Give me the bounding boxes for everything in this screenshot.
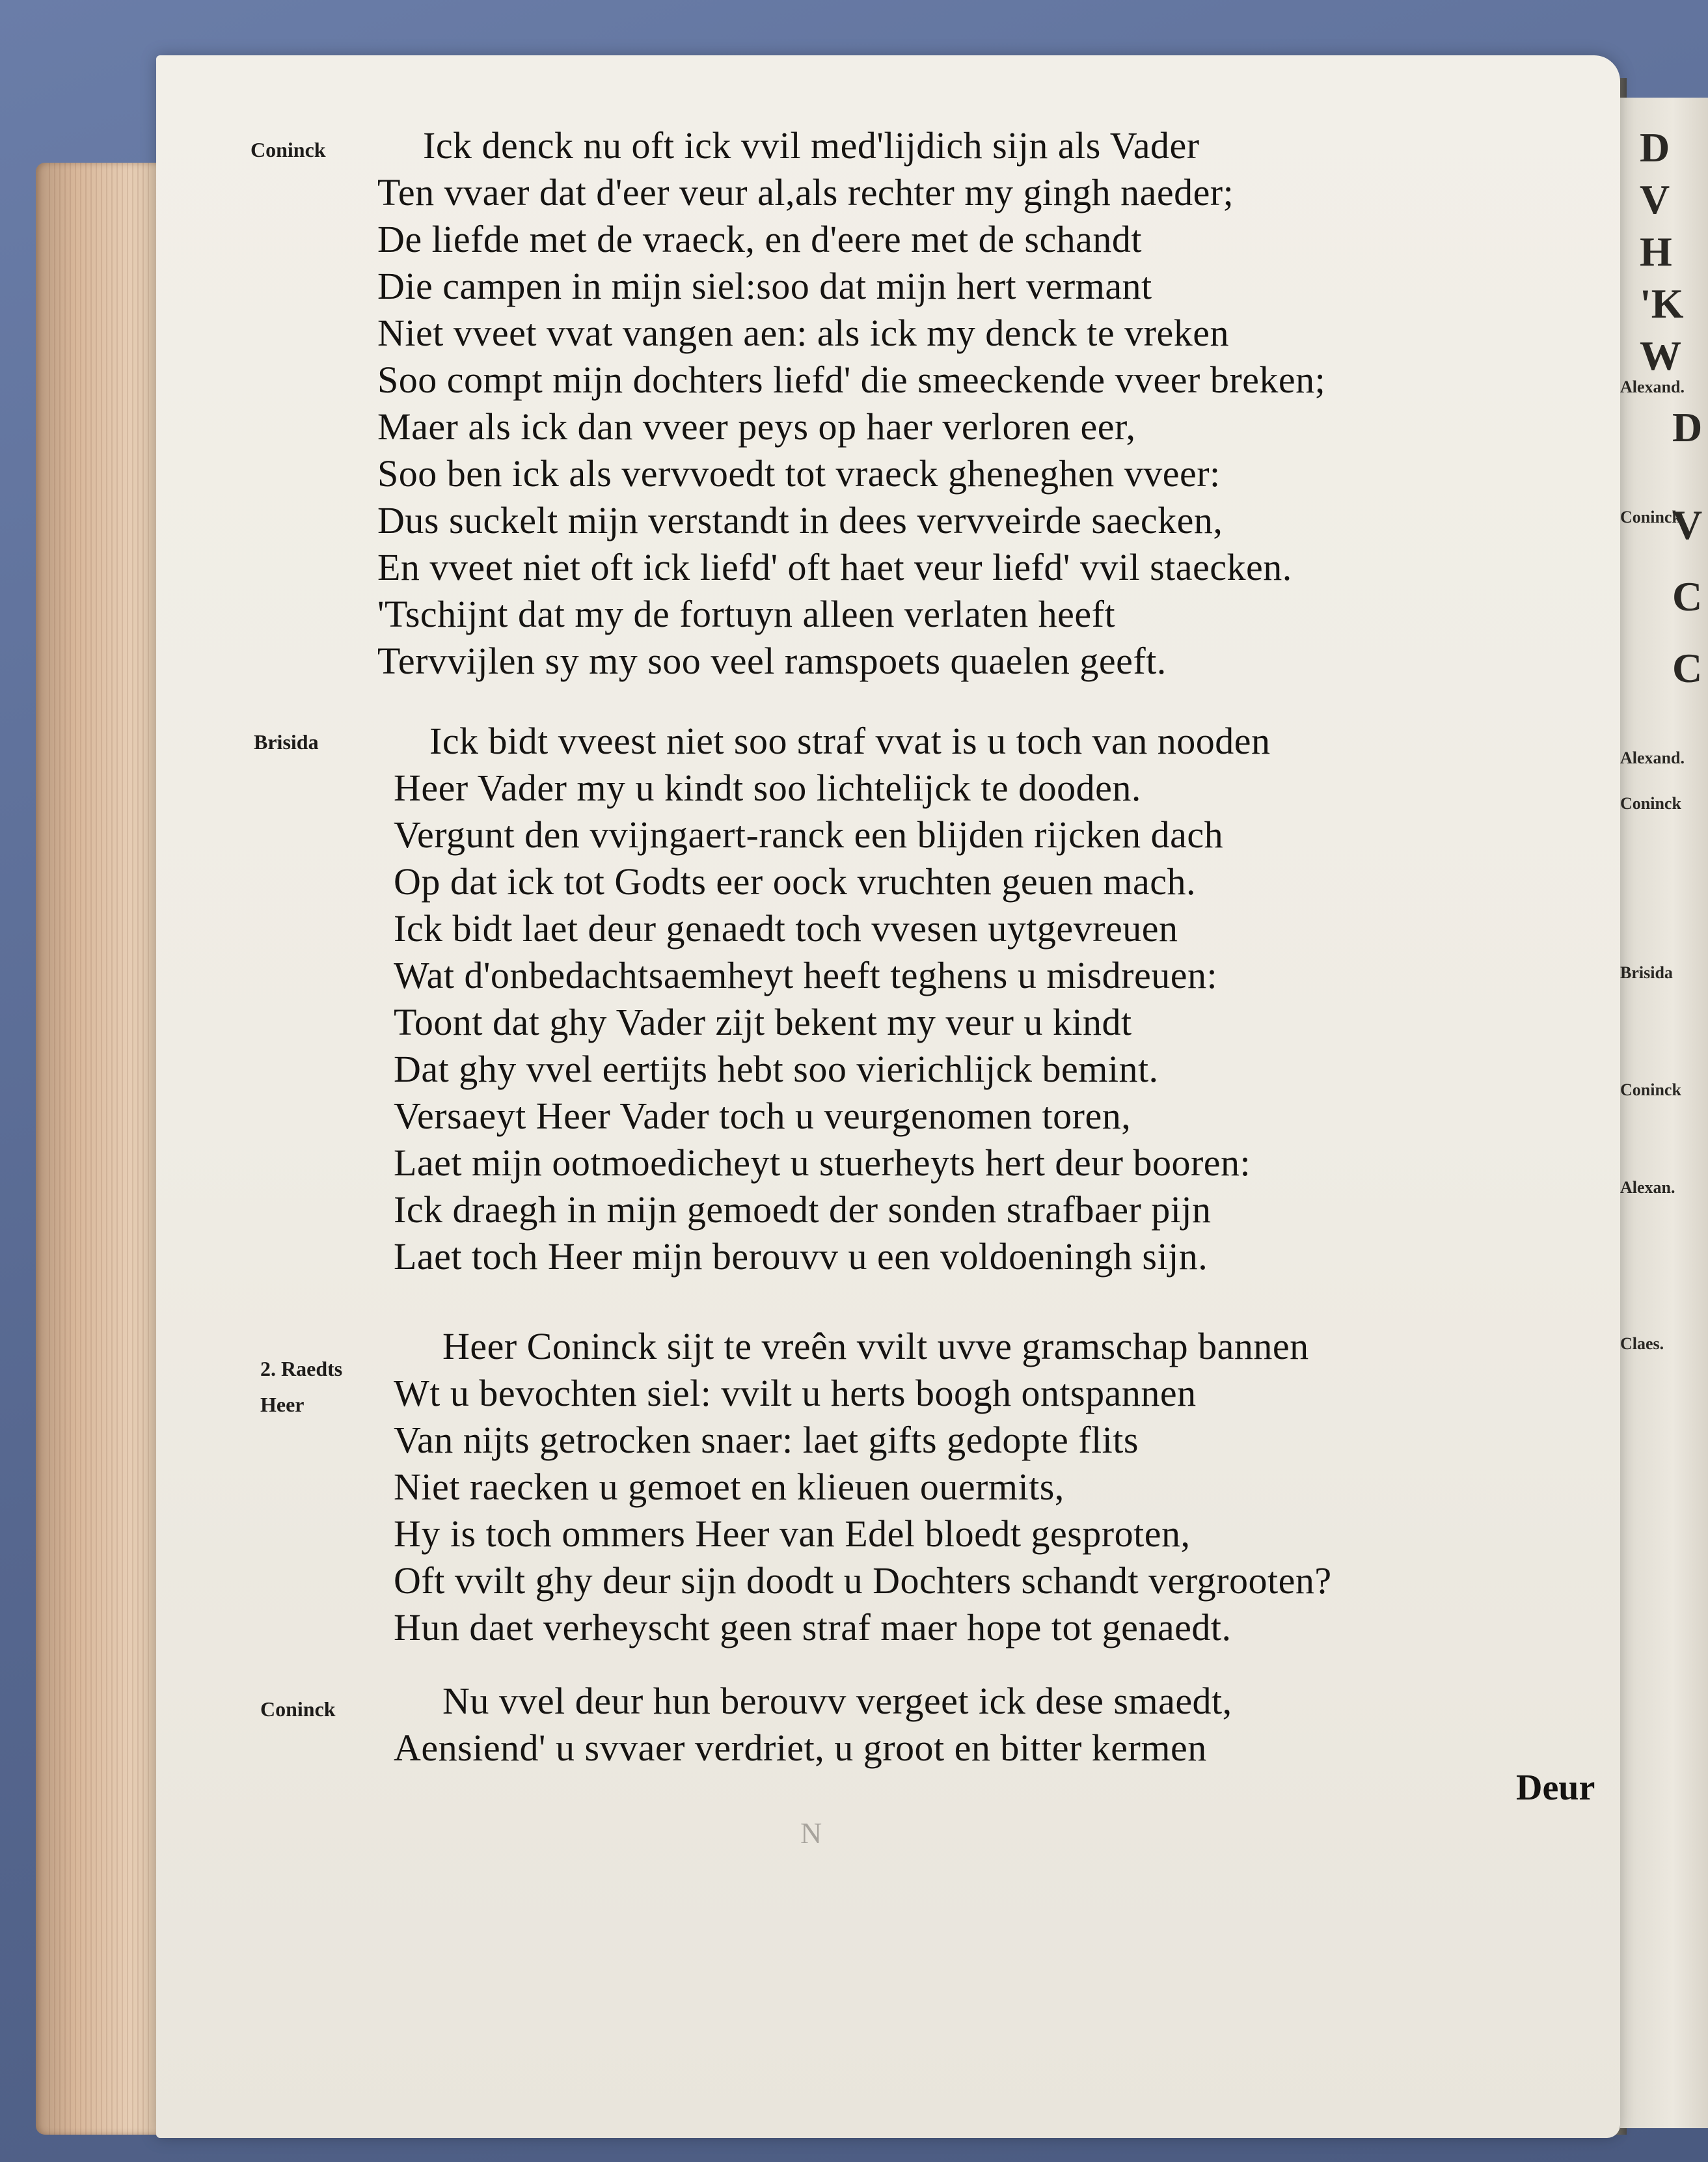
catchword: Deur [1516, 1768, 1595, 1808]
next-page-margin-label: Alexand. [1620, 748, 1685, 767]
verse-line: 'Tschijnt dat my de fortuyn alleen verlaten heeft [377, 593, 1116, 635]
next-page-margin-label: Alexand. [1620, 377, 1685, 396]
verse-line: De liefde met de vraeck, en d'eere met de schandt [377, 218, 1143, 260]
next-page-text: 'K [1640, 281, 1684, 327]
next-page-margin-label: Coninck [1620, 1080, 1681, 1099]
verse-line: Wat d'onbedachtsaemheyt heeft teghens u misdreuen: [394, 954, 1218, 996]
next-page-margin-label: Coninck [1620, 508, 1681, 527]
verse-line: Tervvijlen sy my soo veel ramspoets quaelen geeft. [377, 640, 1167, 682]
verse-line: Wt u bevochten siel: vvilt u herts boogh ontspannen [394, 1372, 1197, 1414]
next-page-text: D [1640, 124, 1670, 171]
book-page-edges [36, 163, 169, 2135]
next-page-text: V [1672, 502, 1703, 548]
verse-line: Heer Coninck sijt te vreên vvilt uvve gramschap bannen [442, 1325, 1309, 1367]
verse-line: Ick bidt vveest niet soo straf vvat is u toch van nooden [429, 720, 1271, 762]
verse-line: Laet mijn ootmoedicheyt u stuerheyts hert deur booren: [394, 1142, 1251, 1184]
verse-line: Aensiend' u svvaer verdriet, u groot en bitter kermen [394, 1727, 1207, 1769]
verse-line: Dat ghy vvel eertijts hebt soo vierichlijck bemint. [394, 1048, 1159, 1090]
next-page-margin-label: Alexan. [1620, 1178, 1675, 1197]
next-page-text: C [1672, 573, 1703, 620]
verse-line: Heer Vader my u kindt soo lichtelijck te dooden. [394, 767, 1141, 809]
verse-line: Nu vvel deur hun berouvv vergeet ick dese smaedt, [442, 1680, 1232, 1722]
verse-line: Ick denck nu oft ick vvil med'lijdich sijn als Vader [423, 124, 1200, 167]
verse-line: Vergunt den vvijngaert-ranck een blijden rijcken dach [394, 814, 1224, 856]
next-page-margin-label: Coninck [1620, 794, 1681, 813]
verse-line: Van nijts getrocken snaer: laet gifts gedopte flits [394, 1419, 1139, 1461]
verse-line: Ten vvaer dat d'eer veur al,als rechter my gingh naeder; [377, 171, 1234, 213]
next-page-text: C [1672, 645, 1703, 691]
signature-mark: N [800, 1816, 822, 1850]
next-page-text: W [1640, 333, 1681, 379]
verse-line: Niet raecken u gemoet en klieuen ouermits, [394, 1466, 1064, 1508]
next-page-margin-label: Claes. [1620, 1334, 1664, 1353]
speaker-name: 2. Raedts [260, 1357, 343, 1380]
verse-line: Toont dat ghy Vader zijt bekent my veur u kindt [394, 1001, 1132, 1043]
verse-line: Dus suckelt mijn verstandt in dees vervveirde saecken, [377, 499, 1223, 541]
verse-line: Niet vveet vvat vangen aen: als ick my denck te vreken [377, 312, 1229, 354]
verse-line: Laet toch Heer mijn berouvv u een voldoeningh sijn. [394, 1235, 1208, 1278]
next-page-fragment [1620, 98, 1708, 2128]
verse-line: Versaeyt Heer Vader toch u veurgenomen toren, [394, 1095, 1132, 1137]
next-page-text: V [1640, 176, 1670, 223]
next-page-text: H [1640, 228, 1672, 275]
next-page-margin-label: Brisida [1620, 963, 1673, 982]
verse-line: Hy is toch ommers Heer van Edel bloedt gesproten, [394, 1512, 1191, 1555]
speaker-name: Heer [260, 1393, 305, 1416]
verse-line: Ick draegh in mijn gemoedt der sonden strafbaer pijn [394, 1188, 1212, 1231]
verse-line: Oft vvilt ghy deur sijn doodt u Dochters schandt vergrooten? [394, 1559, 1332, 1602]
speaker-name: Brisida [254, 730, 319, 754]
verse-line: Maer als ick dan vveer peys op haer verloren eer, [377, 405, 1136, 448]
verse-line: Ick bidt laet deur genaedt toch vvesen uytgevreuen [394, 907, 1178, 950]
speaker-name: Coninck [260, 1697, 336, 1721]
verse-line: En vveet niet oft ick liefd' oft haet veur liefd' vvil staecken. [377, 546, 1292, 588]
next-page-text: D [1672, 404, 1703, 450]
verse-line: Soo compt mijn dochters liefd' die smeeckende vveer breken; [377, 359, 1326, 401]
verse-line: Hun daet verheyscht geen straf maer hope tot genaedt. [394, 1606, 1232, 1649]
verse-line: Soo ben ick als vervvoedt tot vraeck gheneghen vveer: [377, 452, 1221, 495]
verse-line: Op dat ick tot Godts eer oock vruchten geuen mach. [394, 860, 1196, 903]
verse-line: Die campen in mijn siel:soo dat mijn hert vermant [377, 265, 1152, 307]
speaker-name: Coninck [251, 138, 326, 161]
